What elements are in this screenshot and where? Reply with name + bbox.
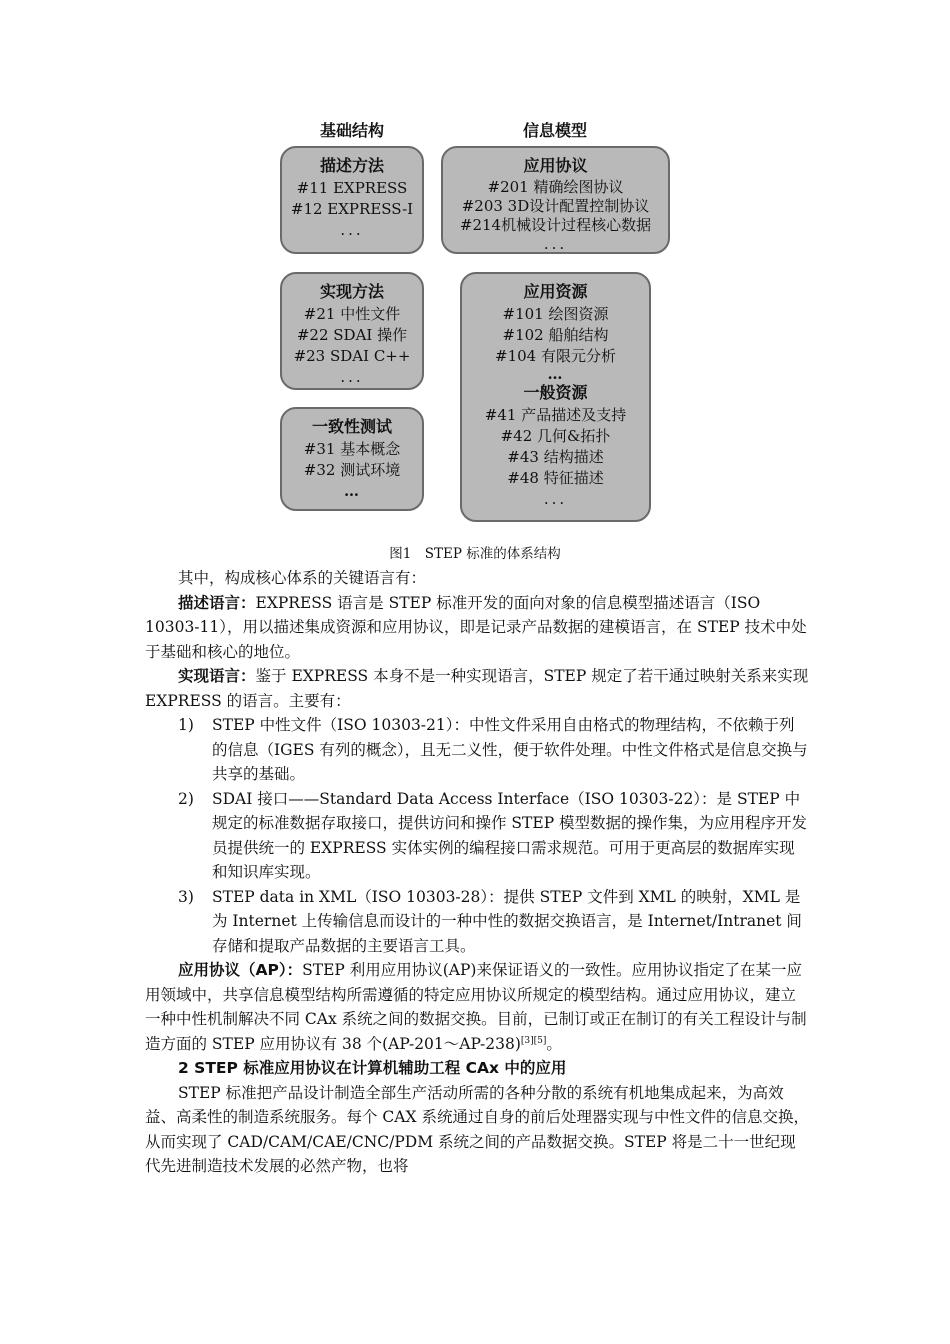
paragraph-section-text: STEP 标准把产品设计制造全部生产活动所需的各种分散的系统有机地集成起来，为高效益、高柔性的制造系统服务。每个 CAX 系统通过自身的前后处理器实现与中性文件的信息交换，从而实现了 CAD/CAM/CAE/CNC/PDM 系统之间的产品数据交换。STEP 将是二十一世纪现代先进制造技术发展的必然产物，也将 xyxy=(145,1083,809,1175)
box-ellipsis: … xyxy=(547,365,564,383)
figure-head-infrastructure: 基础结构 xyxy=(319,121,384,140)
paragraph-implementation-language xyxy=(145,664,810,713)
box-description-methods xyxy=(280,146,424,254)
box-line: #102 船舶结构 xyxy=(502,326,609,344)
box-title: 应用协议 xyxy=(523,156,588,175)
box-ellipsis: ... xyxy=(543,235,568,253)
list-number: 2) xyxy=(178,789,194,808)
box-title: 应用资源 xyxy=(523,282,588,301)
box-title: 实现方法 xyxy=(319,282,384,301)
box-line: #12 EXPRESS-I xyxy=(290,200,414,218)
section-heading: 2 STEP 标准应用协议在计算机辅助工程 CAx 中的应用 xyxy=(178,1059,567,1077)
box-line: #201 精确绘图协议 xyxy=(487,178,624,196)
box-ellipsis: ... xyxy=(340,368,364,386)
list-item xyxy=(145,787,810,885)
body-text xyxy=(145,566,810,1179)
paragraph-text: 鉴于 EXPRESS 本身不是一种实现语言，STEP 规定了若干通过映射关系来实现 EXPRESS 的语言。主要有： xyxy=(145,667,809,710)
box-implementation-methods xyxy=(280,272,424,390)
term-label: 应用协议（AP）： xyxy=(178,961,303,979)
box-line: #41 产品描述及支持 xyxy=(484,406,627,424)
box-line: #101 绘图资源 xyxy=(502,305,609,323)
term-label: 实现语言： xyxy=(178,667,256,685)
figure-caption: 图1 STEP 标准的体系结构 xyxy=(389,546,561,562)
paragraph-description-language xyxy=(145,591,810,665)
list-text: STEP data in XML（ISO 10303-28）：提供 STEP 文件到 XML 的映射，XML 是为 Internet 上传输信息而设计的一种中性的数据交换语言，是 Internet/Intranet 间存储和提取产品数据的主要语言工具。 xyxy=(212,887,802,955)
box-ellipsis: ... xyxy=(543,490,568,508)
box-subtitle: 一般资源 xyxy=(523,383,588,402)
term-label: 描述语言： xyxy=(178,593,256,612)
box-ellipsis: … xyxy=(344,482,360,500)
box-line: #43 结构描述 xyxy=(507,448,604,466)
box-line: #214机械设计过程核心数据 xyxy=(459,216,652,234)
box-line: #48 特征描述 xyxy=(507,469,604,487)
list-item xyxy=(145,713,810,787)
box-title: 描述方法 xyxy=(319,156,384,175)
box-title: 一致性测试 xyxy=(311,417,392,436)
box-line: #22 SDAI 操作 xyxy=(296,326,408,344)
box-application-protocols xyxy=(441,146,670,254)
paragraph-end: 。 xyxy=(546,1034,562,1053)
box-line: #104 有限元分析 xyxy=(495,347,616,365)
box-line: #21 中性文件 xyxy=(303,305,401,323)
box-line: #203 3D设计配置控制协议 xyxy=(461,197,650,215)
box-line: #23 SDAI C++ xyxy=(293,347,411,365)
paragraph-text: EXPRESS 语言是 STEP 标准开发的面向对象的信息模型描述语言（ISO 10303-11），用以描述集成资源和应用协议，即是记录产品数据的建模语言，在 STEP 技术中处于基础和核心的地位。 xyxy=(145,593,807,661)
box-line: #32 测试环境 xyxy=(303,461,401,479)
figure-head-information-model: 信息模型 xyxy=(522,121,587,140)
paragraph-text: STEP 利用应用协议(AP)来保证语义的一致性。应用协议指定了在某一应用领域中，共享信息模型结构所需遵循的特定应用协议所规定的模型结构。通过应用协议，建立一种中性机制解决不同 CAx 系统之间的数据交换。目前，已制订或正在制订的有关工程设计与制造方面的 STEP 应用协议有 38 个(AP-201～AP-238) xyxy=(145,961,807,1053)
box-line: #42 几何&拓扑 xyxy=(500,427,611,445)
paragraph-application-protocol xyxy=(145,958,810,1056)
list-text: SDAI 接口——Standard Data Access Interface（ISO 10303-22）：是 STEP 中规定的标准数据存取接口，提供访问和操作 STEP 模型数据的操作集，为应用程序开发员提供统一的 EXPRESS 实体实例的编程接口需求规范。可用于更高层的数据库实现和知识库实现。 xyxy=(212,789,808,881)
list-item xyxy=(145,885,810,959)
list-text: STEP 中性文件（ISO 10303-21）：中性文件采用自由格式的物理结构，不依赖于列的信息（IGES 有列的概念），且无二义性，便于软件处理。中性文件格式是信息交换与共享的基础。 xyxy=(212,716,808,783)
paragraph-intro: 其中，构成核心体系的关键语言有： xyxy=(178,569,427,587)
list-number: 1) xyxy=(178,716,194,734)
citation: [3][5] xyxy=(520,1035,547,1046)
box-conformance-testing xyxy=(280,407,424,511)
box-line: #31 基本概念 xyxy=(303,440,401,458)
box-ellipsis: ... xyxy=(340,221,364,239)
list-number: 3) xyxy=(178,887,194,906)
box-resources xyxy=(460,272,651,522)
box-line: #11 EXPRESS xyxy=(296,179,408,197)
